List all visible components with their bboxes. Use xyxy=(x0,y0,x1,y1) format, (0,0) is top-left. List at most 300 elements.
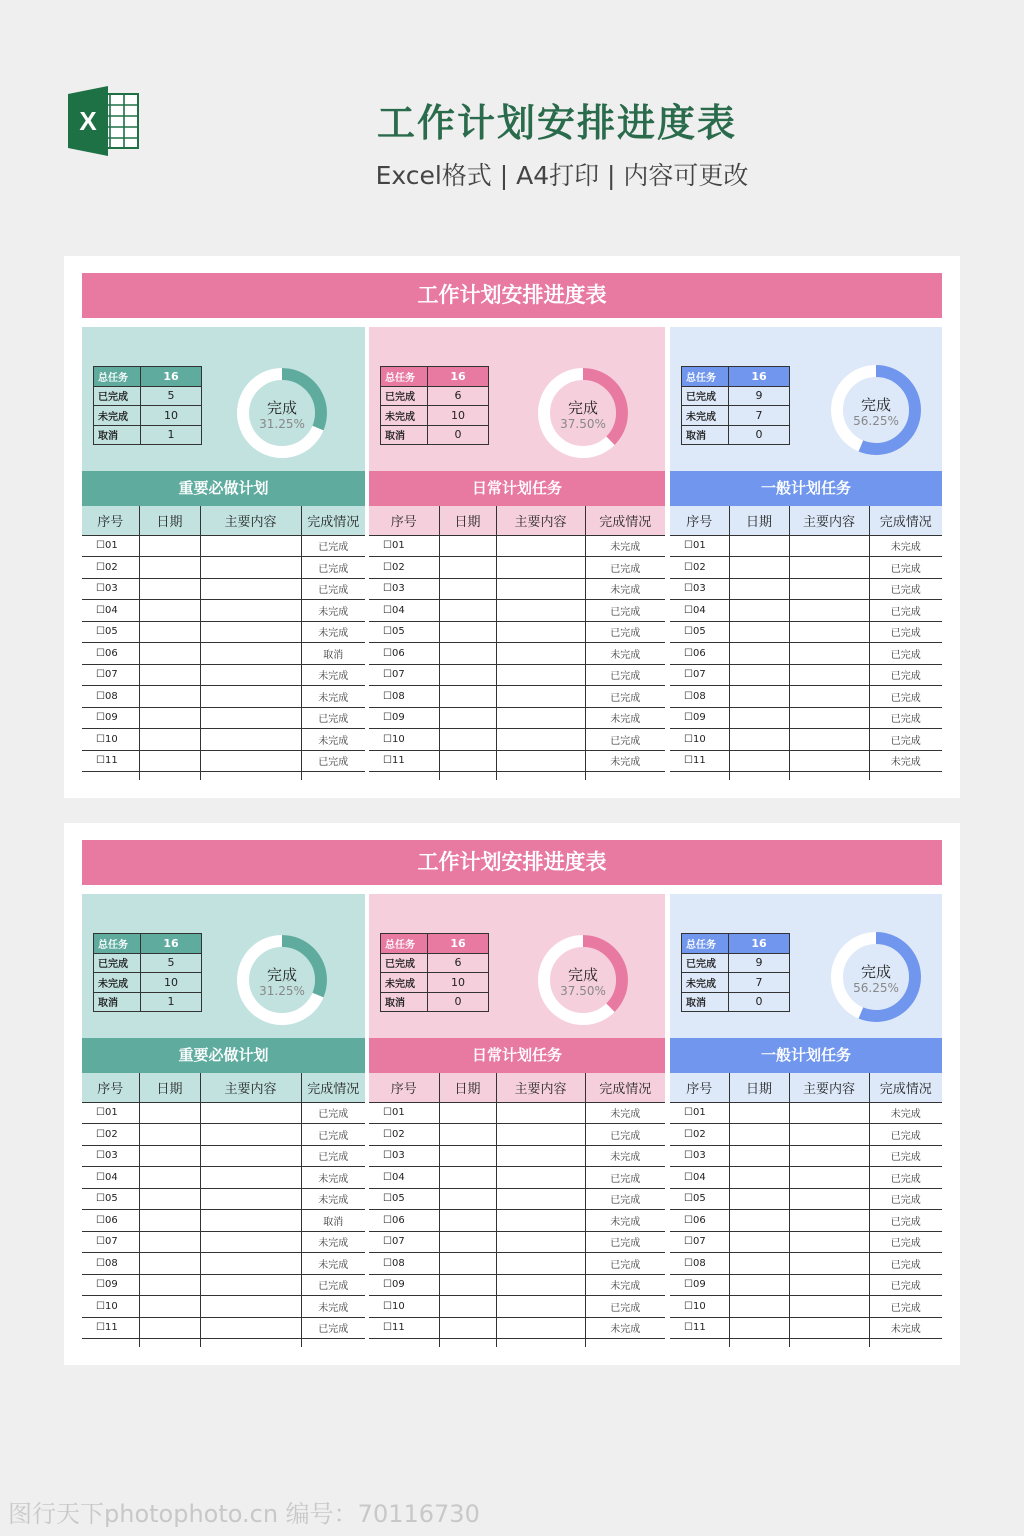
content-cell[interactable] xyxy=(789,578,869,600)
date-cell[interactable] xyxy=(139,1296,200,1318)
column-header[interactable]: 主要内容 xyxy=(200,1073,301,1102)
table-row[interactable] xyxy=(670,1231,942,1253)
table-row[interactable] xyxy=(82,535,365,557)
date-cell[interactable] xyxy=(729,1317,789,1339)
table-row[interactable] xyxy=(670,707,942,729)
task-number-checkbox[interactable]: ☐10 xyxy=(670,729,729,751)
status-cell[interactable]: 未完成 xyxy=(301,1167,365,1189)
content-cell[interactable] xyxy=(789,1145,869,1167)
content-cell[interactable] xyxy=(789,1253,869,1275)
task-number-checkbox[interactable]: ☐05 xyxy=(369,621,439,643)
task-number-checkbox[interactable]: ☐03 xyxy=(670,1145,729,1167)
status-cell[interactable]: 未完成 xyxy=(585,535,665,557)
content-cell[interactable] xyxy=(789,1167,869,1189)
date-cell[interactable] xyxy=(139,664,200,686)
status-cell[interactable]: 已完成 xyxy=(869,1296,942,1318)
status-cell[interactable]: 已完成 xyxy=(585,1167,665,1189)
date-cell[interactable] xyxy=(439,1167,496,1189)
table-row[interactable] xyxy=(670,1188,942,1210)
date-cell[interactable] xyxy=(139,643,200,665)
content-cell[interactable] xyxy=(200,686,301,708)
task-number-checkbox[interactable]: ☐02 xyxy=(369,557,439,579)
status-cell[interactable]: 未完成 xyxy=(585,750,665,772)
status-cell[interactable]: 未完成 xyxy=(869,1317,942,1339)
content-cell[interactable] xyxy=(200,1231,301,1253)
content-cell[interactable] xyxy=(200,729,301,751)
table-row[interactable] xyxy=(82,1210,365,1232)
date-cell[interactable] xyxy=(729,621,789,643)
table-row[interactable] xyxy=(670,557,942,579)
date-cell[interactable] xyxy=(439,1274,496,1296)
status-cell[interactable]: 已完成 xyxy=(869,1253,942,1275)
task-number-checkbox[interactable]: ☐06 xyxy=(670,643,729,665)
table-row[interactable] xyxy=(369,535,665,557)
content-cell[interactable] xyxy=(200,600,301,622)
task-number-checkbox[interactable]: ☐07 xyxy=(369,1231,439,1253)
content-cell[interactable] xyxy=(200,1274,301,1296)
content-cell[interactable] xyxy=(789,643,869,665)
date-cell[interactable] xyxy=(139,750,200,772)
status-cell[interactable]: 已完成 xyxy=(585,686,665,708)
table-row[interactable] xyxy=(670,621,942,643)
table-row[interactable] xyxy=(369,686,665,708)
date-cell[interactable] xyxy=(139,1145,200,1167)
status-cell[interactable]: 已完成 xyxy=(301,578,365,600)
date-cell[interactable] xyxy=(439,557,496,579)
column-header[interactable]: 主要内容 xyxy=(789,1073,869,1102)
task-number-checkbox[interactable]: ☐05 xyxy=(82,1188,139,1210)
content-cell[interactable] xyxy=(789,600,869,622)
date-cell[interactable] xyxy=(729,1296,789,1318)
table-row[interactable] xyxy=(670,1145,942,1167)
task-number-checkbox[interactable]: ☐10 xyxy=(82,729,139,751)
task-number-checkbox[interactable]: ☐06 xyxy=(82,643,139,665)
content-cell[interactable] xyxy=(789,1296,869,1318)
table-row[interactable] xyxy=(369,1167,665,1189)
status-cell[interactable]: 已完成 xyxy=(869,1167,942,1189)
status-cell[interactable]: 已完成 xyxy=(301,707,365,729)
table-row[interactable] xyxy=(369,578,665,600)
task-number-checkbox[interactable]: ☐07 xyxy=(670,1231,729,1253)
column-header[interactable]: 完成情况 xyxy=(301,1073,365,1102)
table-row[interactable] xyxy=(670,535,942,557)
table-row[interactable] xyxy=(369,1274,665,1296)
table-row[interactable] xyxy=(82,1296,365,1318)
date-cell[interactable] xyxy=(439,664,496,686)
task-number-checkbox[interactable]: ☐04 xyxy=(369,1167,439,1189)
status-cell[interactable]: 已完成 xyxy=(869,729,942,751)
task-number-checkbox[interactable]: ☐09 xyxy=(369,707,439,729)
task-number-checkbox[interactable]: ☐07 xyxy=(82,1231,139,1253)
status-cell[interactable]: 未完成 xyxy=(585,578,665,600)
status-cell[interactable]: 已完成 xyxy=(869,686,942,708)
table-row[interactable] xyxy=(670,600,942,622)
table-row[interactable] xyxy=(670,1317,942,1339)
date-cell[interactable] xyxy=(139,600,200,622)
content-cell[interactable] xyxy=(200,1253,301,1275)
date-cell[interactable] xyxy=(729,1231,789,1253)
status-cell[interactable]: 未完成 xyxy=(585,1274,665,1296)
status-cell[interactable]: 已完成 xyxy=(301,1145,365,1167)
task-number-checkbox[interactable]: ☐10 xyxy=(82,1296,139,1318)
task-number-checkbox[interactable]: ☐02 xyxy=(369,1124,439,1146)
date-cell[interactable] xyxy=(439,535,496,557)
table-row[interactable] xyxy=(369,1124,665,1146)
task-number-checkbox[interactable]: ☐05 xyxy=(369,1188,439,1210)
content-cell[interactable] xyxy=(200,1296,301,1318)
date-cell[interactable] xyxy=(439,578,496,600)
status-cell[interactable]: 已完成 xyxy=(301,1274,365,1296)
status-cell[interactable]: 未完成 xyxy=(585,1317,665,1339)
content-cell[interactable] xyxy=(496,557,585,579)
content-cell[interactable] xyxy=(496,1317,585,1339)
column-header[interactable]: 日期 xyxy=(439,1073,496,1102)
content-cell[interactable] xyxy=(496,621,585,643)
date-cell[interactable] xyxy=(139,1231,200,1253)
table-row[interactable] xyxy=(369,643,665,665)
table-row[interactable] xyxy=(369,1188,665,1210)
column-header[interactable]: 完成情况 xyxy=(585,1073,665,1102)
date-cell[interactable] xyxy=(139,1210,200,1232)
date-cell[interactable] xyxy=(139,535,200,557)
content-cell[interactable] xyxy=(789,621,869,643)
date-cell[interactable] xyxy=(729,707,789,729)
column-header[interactable]: 序号 xyxy=(82,1073,139,1102)
status-cell[interactable]: 已完成 xyxy=(869,1274,942,1296)
status-cell[interactable]: 未完成 xyxy=(869,535,942,557)
status-cell[interactable]: 已完成 xyxy=(585,729,665,751)
table-row[interactable] xyxy=(670,643,942,665)
column-header[interactable]: 序号 xyxy=(670,506,729,535)
task-number-checkbox[interactable]: ☐04 xyxy=(82,600,139,622)
task-number-checkbox[interactable]: ☐05 xyxy=(670,621,729,643)
status-cell[interactable]: 未完成 xyxy=(585,1145,665,1167)
table-row[interactable] xyxy=(369,621,665,643)
date-cell[interactable] xyxy=(139,621,200,643)
status-cell[interactable]: 已完成 xyxy=(869,578,942,600)
table-row[interactable] xyxy=(82,1188,365,1210)
status-cell[interactable]: 已完成 xyxy=(585,1231,665,1253)
date-cell[interactable] xyxy=(439,1296,496,1318)
content-cell[interactable] xyxy=(496,1210,585,1232)
status-cell[interactable]: 取消 xyxy=(301,1210,365,1232)
status-cell[interactable]: 未完成 xyxy=(301,664,365,686)
task-number-checkbox[interactable]: ☐02 xyxy=(670,1124,729,1146)
date-cell[interactable] xyxy=(729,600,789,622)
date-cell[interactable] xyxy=(439,1210,496,1232)
content-cell[interactable] xyxy=(200,664,301,686)
column-header[interactable]: 主要内容 xyxy=(200,506,301,535)
status-cell[interactable]: 已完成 xyxy=(585,621,665,643)
content-cell[interactable] xyxy=(789,750,869,772)
task-number-checkbox[interactable]: ☐01 xyxy=(82,1102,139,1124)
date-cell[interactable] xyxy=(439,1124,496,1146)
date-cell[interactable] xyxy=(139,1102,200,1124)
content-cell[interactable] xyxy=(496,1188,585,1210)
task-number-checkbox[interactable]: ☐05 xyxy=(670,1188,729,1210)
status-cell[interactable]: 未完成 xyxy=(869,750,942,772)
status-cell[interactable]: 已完成 xyxy=(869,1231,942,1253)
table-row[interactable] xyxy=(82,1274,365,1296)
table-row[interactable] xyxy=(670,1167,942,1189)
date-cell[interactable] xyxy=(729,750,789,772)
date-cell[interactable] xyxy=(729,643,789,665)
date-cell[interactable] xyxy=(439,1145,496,1167)
content-cell[interactable] xyxy=(789,664,869,686)
content-cell[interactable] xyxy=(496,1253,585,1275)
task-number-checkbox[interactable]: ☐08 xyxy=(670,686,729,708)
table-row[interactable] xyxy=(82,729,365,751)
date-cell[interactable] xyxy=(439,621,496,643)
task-number-checkbox[interactable]: ☐04 xyxy=(670,1167,729,1189)
table-row[interactable] xyxy=(82,1167,365,1189)
table-row[interactable] xyxy=(82,578,365,600)
status-cell[interactable]: 已完成 xyxy=(869,600,942,622)
table-row[interactable] xyxy=(82,686,365,708)
task-number-checkbox[interactable]: ☐06 xyxy=(670,1210,729,1232)
date-cell[interactable] xyxy=(729,664,789,686)
date-cell[interactable] xyxy=(139,1124,200,1146)
task-number-checkbox[interactable]: ☐01 xyxy=(369,535,439,557)
status-cell[interactable]: 已完成 xyxy=(301,557,365,579)
status-cell[interactable]: 未完成 xyxy=(301,621,365,643)
column-header[interactable]: 完成情况 xyxy=(585,506,665,535)
content-cell[interactable] xyxy=(200,621,301,643)
task-number-checkbox[interactable]: ☐08 xyxy=(82,686,139,708)
table-row[interactable] xyxy=(82,707,365,729)
content-cell[interactable] xyxy=(496,750,585,772)
date-cell[interactable] xyxy=(729,686,789,708)
date-cell[interactable] xyxy=(439,1253,496,1275)
date-cell[interactable] xyxy=(439,750,496,772)
task-number-checkbox[interactable]: ☐05 xyxy=(82,621,139,643)
column-header[interactable]: 序号 xyxy=(369,1073,439,1102)
date-cell[interactable] xyxy=(139,1188,200,1210)
task-number-checkbox[interactable]: ☐04 xyxy=(82,1167,139,1189)
date-cell[interactable] xyxy=(139,1167,200,1189)
table-row[interactable] xyxy=(670,1210,942,1232)
table-row[interactable] xyxy=(82,750,365,772)
date-cell[interactable] xyxy=(139,686,200,708)
table-row[interactable] xyxy=(369,1210,665,1232)
table-row[interactable] xyxy=(670,664,942,686)
content-cell[interactable] xyxy=(789,1124,869,1146)
date-cell[interactable] xyxy=(729,1145,789,1167)
content-cell[interactable] xyxy=(496,578,585,600)
table-row[interactable] xyxy=(369,600,665,622)
date-cell[interactable] xyxy=(439,686,496,708)
column-header[interactable]: 主要内容 xyxy=(496,1073,585,1102)
content-cell[interactable] xyxy=(200,535,301,557)
content-cell[interactable] xyxy=(200,1210,301,1232)
task-number-checkbox[interactable]: ☐11 xyxy=(670,1317,729,1339)
content-cell[interactable] xyxy=(496,1102,585,1124)
column-header[interactable]: 完成情况 xyxy=(869,1073,942,1102)
status-cell[interactable]: 已完成 xyxy=(869,1124,942,1146)
content-cell[interactable] xyxy=(200,643,301,665)
task-number-checkbox[interactable]: ☐03 xyxy=(369,578,439,600)
date-cell[interactable] xyxy=(439,1231,496,1253)
task-number-checkbox[interactable]: ☐09 xyxy=(670,1274,729,1296)
date-cell[interactable] xyxy=(729,578,789,600)
table-row[interactable] xyxy=(369,664,665,686)
task-number-checkbox[interactable]: ☐11 xyxy=(82,1317,139,1339)
date-cell[interactable] xyxy=(729,729,789,751)
task-number-checkbox[interactable]: ☐07 xyxy=(369,664,439,686)
status-cell[interactable]: 已完成 xyxy=(869,1210,942,1232)
task-number-checkbox[interactable]: ☐04 xyxy=(670,600,729,622)
table-row[interactable] xyxy=(670,1296,942,1318)
task-number-checkbox[interactable]: ☐09 xyxy=(369,1274,439,1296)
task-number-checkbox[interactable]: ☐08 xyxy=(670,1253,729,1275)
date-cell[interactable] xyxy=(139,729,200,751)
task-number-checkbox[interactable]: ☐09 xyxy=(82,1274,139,1296)
content-cell[interactable] xyxy=(200,1167,301,1189)
content-cell[interactable] xyxy=(789,686,869,708)
column-header[interactable]: 日期 xyxy=(729,506,789,535)
content-cell[interactable] xyxy=(200,1124,301,1146)
status-cell[interactable]: 取消 xyxy=(301,643,365,665)
status-cell[interactable]: 未完成 xyxy=(301,1253,365,1275)
date-cell[interactable] xyxy=(139,1274,200,1296)
task-number-checkbox[interactable]: ☐03 xyxy=(82,578,139,600)
content-cell[interactable] xyxy=(496,1296,585,1318)
content-cell[interactable] xyxy=(789,1102,869,1124)
content-cell[interactable] xyxy=(200,1102,301,1124)
status-cell[interactable]: 已完成 xyxy=(585,1124,665,1146)
task-number-checkbox[interactable]: ☐07 xyxy=(82,664,139,686)
table-row[interactable] xyxy=(82,664,365,686)
task-number-checkbox[interactable]: ☐02 xyxy=(82,1124,139,1146)
status-cell[interactable]: 已完成 xyxy=(585,600,665,622)
task-number-checkbox[interactable]: ☐11 xyxy=(369,1317,439,1339)
date-cell[interactable] xyxy=(729,557,789,579)
task-number-checkbox[interactable]: ☐02 xyxy=(670,557,729,579)
date-cell[interactable] xyxy=(729,1274,789,1296)
content-cell[interactable] xyxy=(496,686,585,708)
content-cell[interactable] xyxy=(496,707,585,729)
status-cell[interactable]: 已完成 xyxy=(869,621,942,643)
date-cell[interactable] xyxy=(439,729,496,751)
task-number-checkbox[interactable]: ☐02 xyxy=(82,557,139,579)
table-row[interactable] xyxy=(82,1102,365,1124)
task-number-checkbox[interactable]: ☐04 xyxy=(369,600,439,622)
content-cell[interactable] xyxy=(496,1124,585,1146)
table-row[interactable] xyxy=(670,1102,942,1124)
task-number-checkbox[interactable]: ☐03 xyxy=(369,1145,439,1167)
table-row[interactable] xyxy=(369,1253,665,1275)
content-cell[interactable] xyxy=(789,729,869,751)
content-cell[interactable] xyxy=(789,707,869,729)
table-row[interactable] xyxy=(82,1253,365,1275)
content-cell[interactable] xyxy=(789,1274,869,1296)
status-cell[interactable]: 已完成 xyxy=(869,664,942,686)
status-cell[interactable]: 已完成 xyxy=(585,1188,665,1210)
task-number-checkbox[interactable]: ☐10 xyxy=(369,1296,439,1318)
task-number-checkbox[interactable]: ☐10 xyxy=(670,1296,729,1318)
table-row[interactable] xyxy=(369,557,665,579)
status-cell[interactable]: 已完成 xyxy=(585,1296,665,1318)
table-row[interactable] xyxy=(369,1296,665,1318)
content-cell[interactable] xyxy=(789,1210,869,1232)
column-header[interactable]: 序号 xyxy=(369,506,439,535)
task-number-checkbox[interactable]: ☐11 xyxy=(670,750,729,772)
status-cell[interactable]: 未完成 xyxy=(301,729,365,751)
content-cell[interactable] xyxy=(200,557,301,579)
date-cell[interactable] xyxy=(729,1188,789,1210)
date-cell[interactable] xyxy=(439,600,496,622)
date-cell[interactable] xyxy=(139,557,200,579)
table-row[interactable] xyxy=(82,1145,365,1167)
table-row[interactable] xyxy=(670,1253,942,1275)
status-cell[interactable]: 已完成 xyxy=(869,557,942,579)
content-cell[interactable] xyxy=(200,1188,301,1210)
column-header[interactable]: 序号 xyxy=(670,1073,729,1102)
column-header[interactable]: 日期 xyxy=(729,1073,789,1102)
content-cell[interactable] xyxy=(496,1145,585,1167)
status-cell[interactable]: 已完成 xyxy=(585,664,665,686)
date-cell[interactable] xyxy=(139,707,200,729)
table-row[interactable] xyxy=(670,750,942,772)
column-header[interactable]: 日期 xyxy=(139,506,200,535)
column-header[interactable]: 主要内容 xyxy=(496,506,585,535)
status-cell[interactable]: 已完成 xyxy=(869,1188,942,1210)
status-cell[interactable]: 已完成 xyxy=(869,707,942,729)
table-row[interactable] xyxy=(369,750,665,772)
content-cell[interactable] xyxy=(789,1317,869,1339)
status-cell[interactable]: 已完成 xyxy=(585,557,665,579)
content-cell[interactable] xyxy=(789,1231,869,1253)
date-cell[interactable] xyxy=(729,1124,789,1146)
task-number-checkbox[interactable]: ☐08 xyxy=(369,1253,439,1275)
table-row[interactable] xyxy=(670,578,942,600)
date-cell[interactable] xyxy=(729,1102,789,1124)
status-cell[interactable]: 已完成 xyxy=(869,643,942,665)
column-header[interactable]: 序号 xyxy=(82,506,139,535)
table-row[interactable] xyxy=(82,557,365,579)
task-number-checkbox[interactable]: ☐06 xyxy=(369,1210,439,1232)
status-cell[interactable]: 未完成 xyxy=(301,1188,365,1210)
status-cell[interactable]: 未完成 xyxy=(585,643,665,665)
status-cell[interactable]: 未完成 xyxy=(869,1102,942,1124)
date-cell[interactable] xyxy=(439,1102,496,1124)
table-row[interactable] xyxy=(670,729,942,751)
table-row[interactable] xyxy=(82,643,365,665)
table-row[interactable] xyxy=(369,1317,665,1339)
table-row[interactable] xyxy=(369,707,665,729)
table-row[interactable] xyxy=(670,686,942,708)
task-number-checkbox[interactable]: ☐09 xyxy=(670,707,729,729)
content-cell[interactable] xyxy=(496,664,585,686)
task-number-checkbox[interactable]: ☐06 xyxy=(82,1210,139,1232)
table-row[interactable] xyxy=(82,1124,365,1146)
status-cell[interactable]: 已完成 xyxy=(301,750,365,772)
content-cell[interactable] xyxy=(496,1274,585,1296)
date-cell[interactable] xyxy=(439,1188,496,1210)
column-header[interactable]: 日期 xyxy=(439,506,496,535)
task-number-checkbox[interactable]: ☐01 xyxy=(82,535,139,557)
table-row[interactable] xyxy=(82,600,365,622)
date-cell[interactable] xyxy=(139,1317,200,1339)
task-number-checkbox[interactable]: ☐11 xyxy=(369,750,439,772)
task-number-checkbox[interactable]: ☐01 xyxy=(369,1102,439,1124)
column-header[interactable]: 主要内容 xyxy=(789,506,869,535)
task-number-checkbox[interactable]: ☐03 xyxy=(82,1145,139,1167)
table-row[interactable] xyxy=(369,1231,665,1253)
column-header[interactable]: 完成情况 xyxy=(869,506,942,535)
table-row[interactable] xyxy=(369,1145,665,1167)
table-row[interactable] xyxy=(82,621,365,643)
